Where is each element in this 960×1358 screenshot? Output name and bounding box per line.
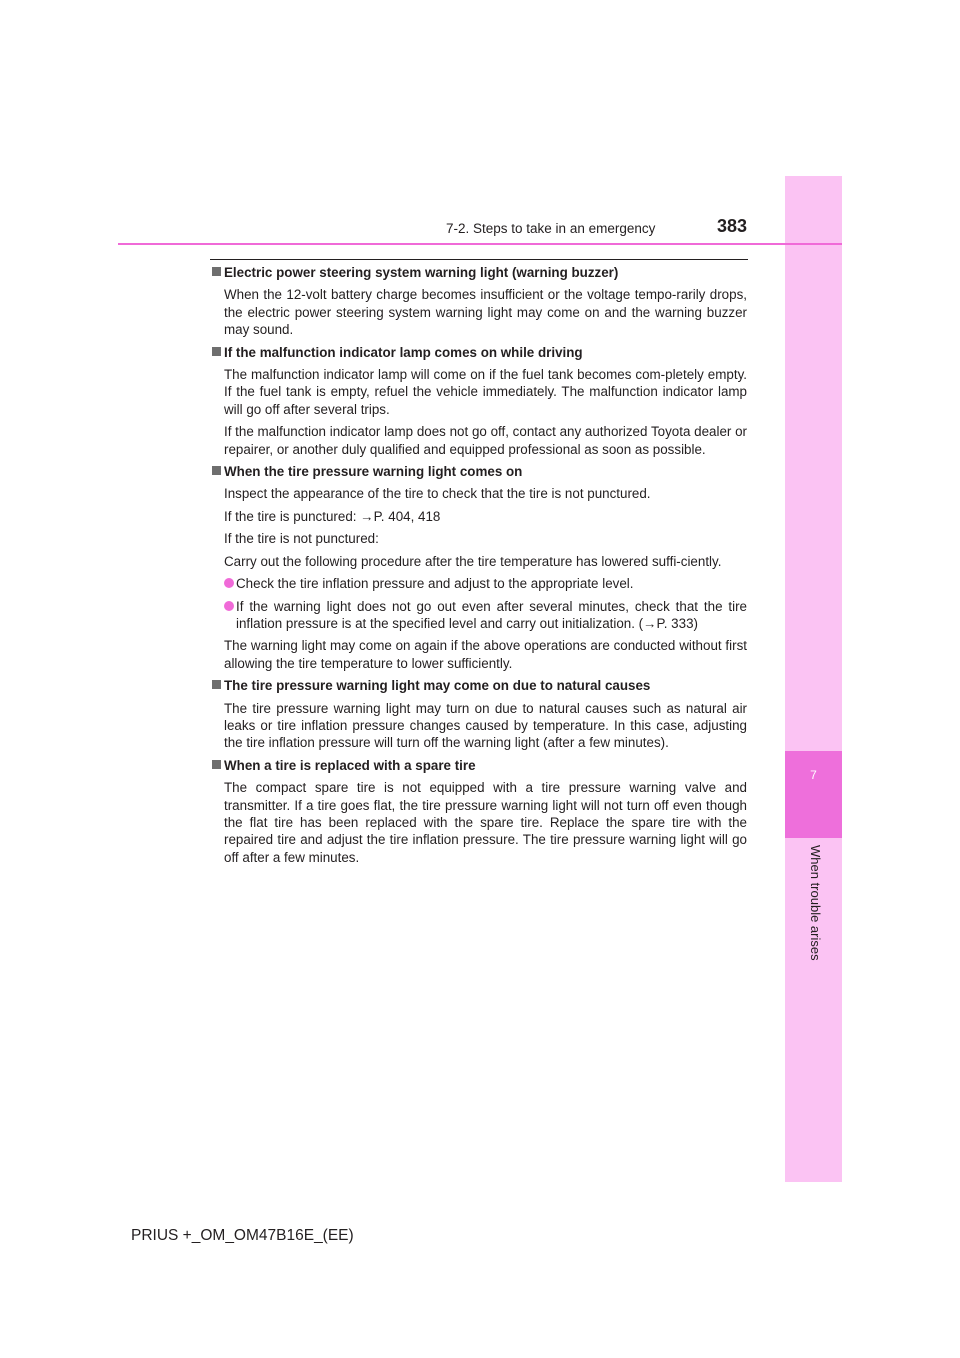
square-bullet-icon	[212, 680, 221, 689]
paragraph: The tire pressure warning light may turn on due to natural causes such as natural air leaks or tire inflation pressure changes caused by temperature. In this case, adjusting the tire inflation pressure will turn off the warning light (after a few minutes).	[224, 700, 747, 751]
round-bullet-icon	[224, 601, 234, 611]
paragraph: The warning light may come on again if the above operations are conducted without first allowing the tire temperature to lower sufficiently.	[224, 638, 747, 671]
bullet-text: If the warning light does not go out even after several minutes, check that the tire inflation pressure is at the specified level and carry out initialization. (→P. 333)	[236, 598, 747, 631]
paragraph: The malfunction indicator lamp will come on if the fuel tank becomes com-pletely empty. If the fuel tank is empty, refuel the vehicle immediately. The malfunction indicator lamp will go off after several trips.	[224, 367, 747, 417]
document-code: PRIUS +_OM_OM47B16E_(EE)	[131, 1227, 354, 1244]
section-heading	[210, 344, 747, 361]
round-bullet-icon	[224, 578, 234, 588]
chapter-number: 7	[810, 768, 817, 782]
content-divider	[210, 259, 748, 260]
bullet-item	[210, 575, 747, 592]
side-chapter-tab	[785, 176, 842, 1182]
section-heading	[210, 677, 747, 694]
paragraph: When the 12-volt battery charge becomes insufficient or the voltage tempo-rarily drops, the electric power steering system warning light may come on and the warning buzzer may sound.	[224, 287, 747, 338]
paragraph: If the tire is not punctured:	[224, 531, 379, 547]
page-number: 383	[717, 216, 748, 236]
paragraph: Carry out the following procedure after the tire temperature has lowered suffi-ciently.	[224, 553, 722, 569]
square-bullet-icon	[212, 347, 221, 356]
paragraph: Inspect the appearance of the tire to check that the tire is not punctured.	[224, 486, 651, 502]
heading-text: When the tire pressure warning light comes on	[224, 464, 523, 480]
bullet-text: Check the tire inflation pressure and adjust to the appropriate level.	[236, 576, 634, 592]
page-content	[210, 264, 747, 871]
paragraph: If the malfunction indicator lamp does not go off, contact any authorized Toyota dealer or repairer, or another duly qualified and equipped professional as soon as possible.	[224, 424, 747, 457]
page-reference: If the tire is punctured: →P. 404, 418	[224, 508, 441, 524]
section-heading	[210, 264, 747, 281]
square-bullet-icon	[212, 466, 221, 475]
heading-text: Electric power steering system warning light (warning buzzer)	[224, 265, 619, 280]
section-heading	[210, 757, 747, 774]
section-title: 7-2. Steps to take in an emergency	[446, 221, 656, 236]
chapter-title: When trouble arises	[808, 845, 823, 961]
square-bullet-icon	[212, 760, 221, 769]
side-chapter-tab-active	[785, 751, 842, 838]
paragraph: The compact spare tire is not equipped with a tire pressure warning valve and transmitter. If a tire goes flat, the tire pressure warning light will not turn off even though the flat tire has been replaced with the spare tire. Replace the spare tire with the repaired tire and adjust the tire inflation pressure. The tire pressure warning light will go off after a few minutes.	[224, 780, 747, 865]
square-bullet-icon	[212, 267, 221, 276]
heading-text: When a tire is replaced with a spare tire	[224, 757, 476, 773]
header-rule	[118, 243, 842, 245]
heading-text: If the malfunction indicator lamp comes on while driving	[224, 344, 583, 360]
section-heading	[210, 463, 747, 480]
bullet-item	[210, 598, 747, 633]
heading-text: The tire pressure warning light may come on due to natural causes	[224, 678, 651, 694]
